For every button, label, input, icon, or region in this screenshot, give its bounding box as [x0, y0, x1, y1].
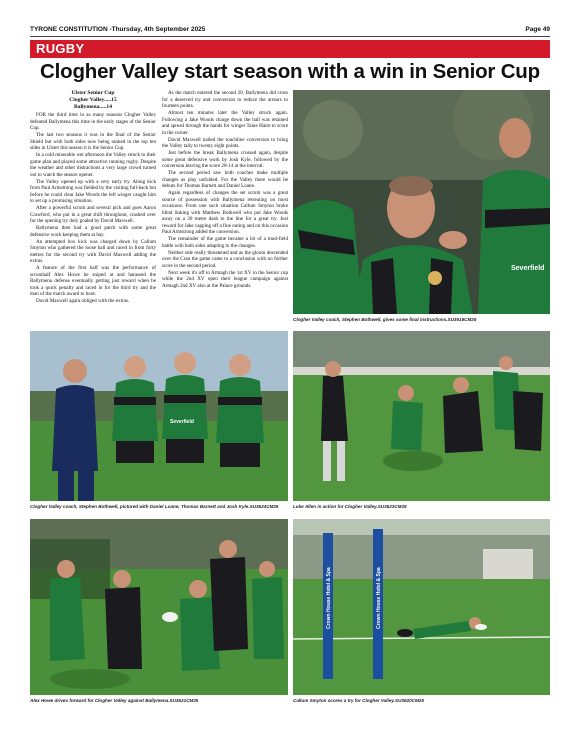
action-photo-caption: Luke Allen in action for Clogher Valley.SU3623CM25 [293, 504, 407, 509]
action-photo [293, 331, 550, 501]
group-shirt-sponsor-text: Severfield [170, 419, 194, 425]
paragraph: The remainder of the game became a bit of a mud-field battle with both sides adapting to the changes. [162, 236, 288, 249]
section-label: RUGBY [36, 41, 85, 56]
paragraph: Just before the break Ballymena crossed again, despite some great defensive work by Josh Kyle, followed by the conversion leaving the score 28-14 at the interval. [162, 150, 288, 169]
competition-name: Ulster Senior Cup [71, 90, 115, 96]
paragraph: Almost ten minutes later the Valley struck again. Following a Jake Woods charge down the ball was retained and spread through the hands for winger Taine Haire to score in the corner. [162, 110, 288, 136]
group-photo-caption: Clogher Valley coach, Stephen Bothwell, pictured with Daniel Loane, Thomas Barnett and Josh Kyle.SU3624CM25 [30, 504, 279, 509]
drive-photo [30, 519, 288, 695]
coach-photo-caption: Clogher Valley coach, Stephen Bothwell, gives some final instructions.SU3616CM25 [293, 317, 477, 322]
paragraph: The last two seasons it was in the final of the Senior Shield but with both sides now being ranked in the top ten sides in Ulster this season it is the Senior Cup. [30, 132, 156, 152]
header-rule [30, 36, 550, 37]
match-result [30, 90, 156, 110]
paragraph: After a powerful scrum and several pick and goes Aaron Crawford, who put in a great shift throughout, crashed over for the opening try duly goaled by David Maxwell. [30, 205, 156, 225]
headline: Clogher Valley start season with a win in Senior Cup [40, 60, 540, 83]
post-sponsor-right: Crown House Hotel & Spa [376, 567, 382, 629]
paragraph: Next week it's off to Armagh the 1st XV in the Senior cup while the 2nd XV open their league campaign against Armagh 2nd XV also at the Palace grounds. [162, 269, 288, 289]
paragraph: Again regardless of changes the set scrum was a great source of possession with Ballymena retreating on most occasions. From one such situation Callum Smyton broke blind linking with Matthew Bothwell who put Jake Woods away on a 30 metre dash to the line for a great try. Just reward for Jake capping off a fine outing and on this occasion Paul Armstrong added the conversion. [162, 190, 288, 235]
try-photo [293, 519, 550, 695]
shirt-sponsor-text: Severfield [511, 265, 545, 272]
paragraph: David Maxwell again obliged with the extras. [36, 298, 130, 305]
paragraph: Neither side really threatened and as the gloom descended over the Cran the game came to a conclusion with no further score in the second period. [162, 249, 288, 269]
page-number: Page 49 [525, 26, 550, 33]
paragraph: A feature of the first half was the performance of scrumhalf Alex Howe he sniped at and harassed the Ballymena defense eventually getting just reward when he took a quick penalty and raced in for the third try and the man of the match award to boot. [30, 265, 156, 298]
result-line-1: Clogher Valley.....15 [69, 96, 117, 103]
article-column-2 [162, 90, 288, 290]
publication-line: TYRONE CONSTITUTION -Thursday, 4th September 2025 [30, 26, 206, 33]
drive-photo-caption: Alex Howe drives forward for Clogher Valley against Ballymena.SU3621CM25 [30, 698, 199, 703]
paragraph: Ballymena then had a good patch with some great defensive work keeping them at bay. [30, 225, 156, 238]
paragraph: The second period saw both coaches make multiple changes as play unfolded. For the Valley there would be debuts for Thomas Barnett and Daniel Loane. [162, 170, 288, 189]
paragraph: As the match entered the second 20, Ballymena did cross for a deserved try and conversion to reduce the arrears to fourteen points. [162, 90, 288, 109]
result-line-2: Ballymena.....14 [73, 103, 113, 110]
paragraph: In a cold miserable wet afternoon the Valley struck to their game plan and played some attractive running rugby. Despite the weather and other distractions a very large crowd turned out to watch the season opener. [30, 152, 156, 178]
group-photo [30, 331, 288, 501]
try-photo-caption: Callum Smyton scores a try for Clogher Valley.SU3620CM25 [293, 698, 424, 703]
section-banner [30, 40, 550, 58]
post-sponsor-left: Crown House Hotel & Spa [326, 567, 332, 629]
paragraph: The Valley opened up with a very early try. Along kick from Paul Armstrong was fielded by the visiting full-back but before he could clear Jake Woods the left winger caught him to set up a promising situation. [30, 178, 156, 205]
paragraph: An attempted box kick was charged down by Callum Smyton who gathered the loose ball and raced in from forty metres for the second try with David Maxwell adding the extras. [30, 238, 156, 265]
coach-photo [293, 90, 550, 314]
paragraph: David Maxwell nailed the touchline conversion to bring the Valley tally to twenty eight points. [162, 136, 288, 149]
article-column-1 [30, 90, 156, 305]
paragraph: FOR the third time in as many seasons Clogher Valley defeated Ballymena this time in the early stages of the Senior Cup. [30, 112, 156, 132]
